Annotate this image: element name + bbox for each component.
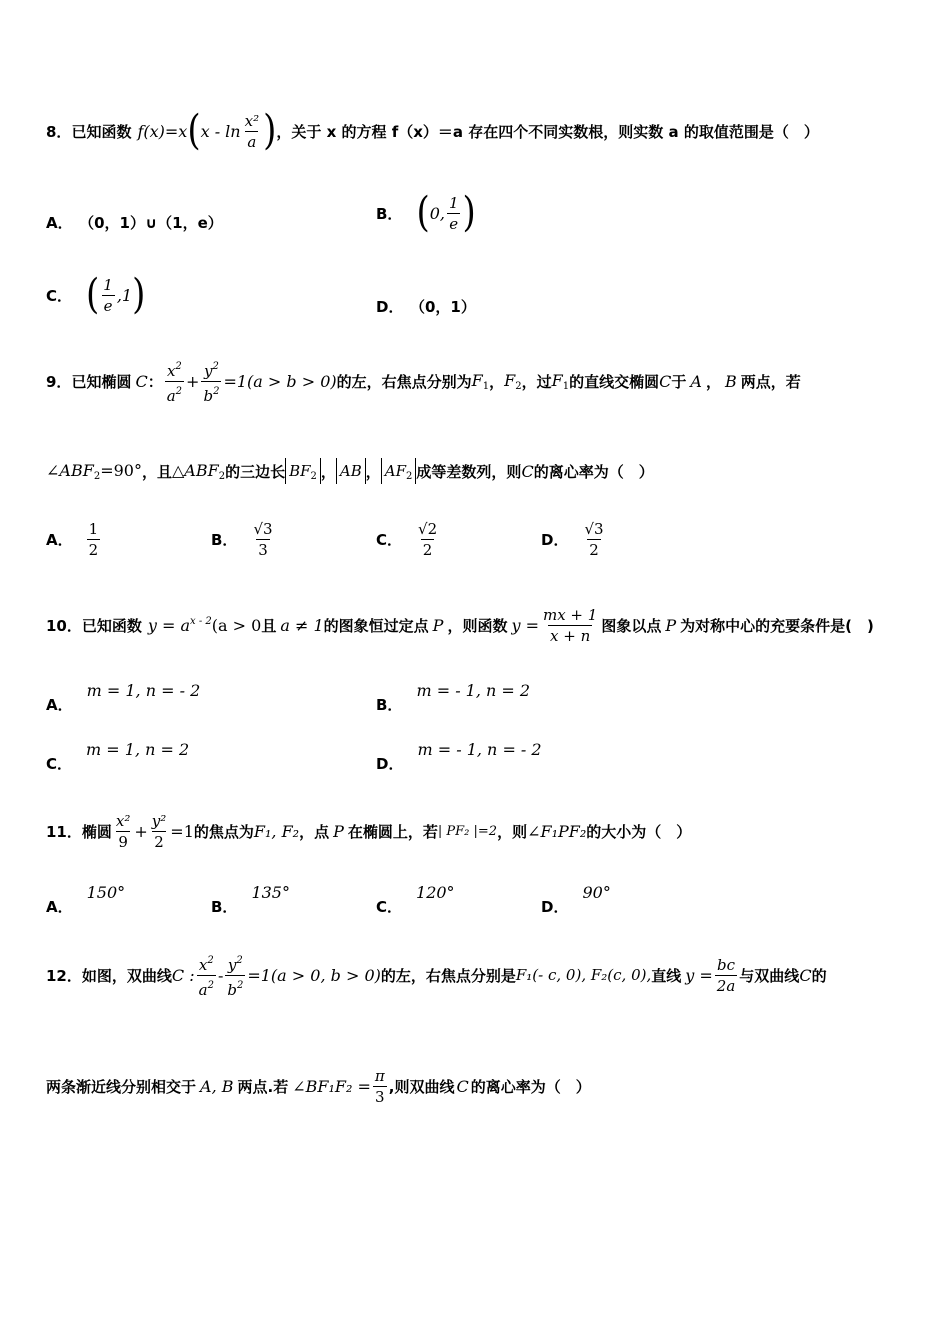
question-number: 8．	[46, 122, 72, 141]
option-d[interactable]: D． （0，1）	[376, 298, 476, 316]
question-10: 10． 已知函数 $y = a^{x - 2}$ (a > 0 且 a ≠ 1 的图象恒过定点 P ，则函数 y = $\frac{mx + 1}{x + n}$ 图象以点 P 为对称中心的充要条件是( )	[46, 605, 874, 645]
option-c[interactable]: C．120°	[376, 883, 455, 916]
option-d[interactable]: D．m = - 1, n = - 2	[376, 740, 542, 773]
option-a[interactable]: A． $\frac{1}{2}$	[46, 519, 99, 559]
option-c[interactable]: C． $\frac{√2}{2}$	[376, 519, 438, 559]
option-a[interactable]: A． （0，1）∪（1，e）	[46, 214, 223, 232]
option-b[interactable]: B．135°	[211, 883, 290, 916]
option-b[interactable]: B．m = - 1, n = 2	[376, 681, 531, 714]
option-d[interactable]: D．90°	[541, 883, 611, 916]
option-d[interactable]: D． $\frac{√3}{2}$	[541, 519, 604, 559]
option-c[interactable]: C． ( $\frac{1}{e}$ ,1 )	[46, 271, 146, 319]
option-a[interactable]: A．150°	[46, 883, 126, 916]
option-c[interactable]: C．m = 1, n = 2	[46, 740, 190, 773]
question-8: 8． 已知函数 f(x)=x ( x - ln $\frac{\text{x²}}{a}$ ) ，关于 x 的方程 f（x）＝a 存在四个不同实数根，则实数 a 的取值范围是（ ）	[46, 107, 819, 155]
question-11: 11． 椭圆 $\frac{\text{x²}}{9}$ + $\frac{\text{y²}}{2}$ =1 的焦点为 F₁, F₂ ，点 P 在椭圆上，若 | PF₂ |=2 ，则 ∠F₁PF₂ 的大小为（ ）	[46, 811, 692, 851]
question-9-line2: $\angle ABF_2=90^\circ$ ，且 $\triangle ABF_2$ 的三边长 $BF_2$ ， AB ， $AF_2$ 成等差数列，则 C 的离心率为（ ）	[46, 454, 654, 488]
fraction: $\frac{\text{x²}}{a}$	[244, 111, 260, 151]
question-12-line2: 两条渐近线分别相交于 A, B 两点.若 ∠BF₁F₂ = $\frac{\pi}{3}$ ,则双曲线 C 的离心率为（ ）	[46, 1066, 591, 1106]
question-12: 12． 如图，双曲线 C : $\frac{x^2}{a^2}$ - $\frac{y^2}{b^2}$ =1(a > 0, b > 0) 的左，右焦点分别是 F₁(- c, 0), F₂(c, 0), 直线 y = $\frac{bc}{2a}$ 与双曲线 C 的	[46, 954, 827, 999]
option-a[interactable]: A．m = 1, n = - 2	[46, 681, 201, 714]
question-9: 9． 已知椭圆 C ： $\frac{x^2}{a^2}$ + $\frac{y^2}{b^2}$ =1(a > b > 0) 的左，右焦点分别为 $F_1$ ， $F_2$ ，过 $F_1$ 的直线交椭圆 C 于 A ， B 两点，若	[46, 360, 801, 405]
option-b[interactable]: B． ( 0, $\frac{1}{e}$ )	[376, 189, 476, 237]
option-b[interactable]: B． $\frac{√3}{3}$	[211, 519, 273, 559]
